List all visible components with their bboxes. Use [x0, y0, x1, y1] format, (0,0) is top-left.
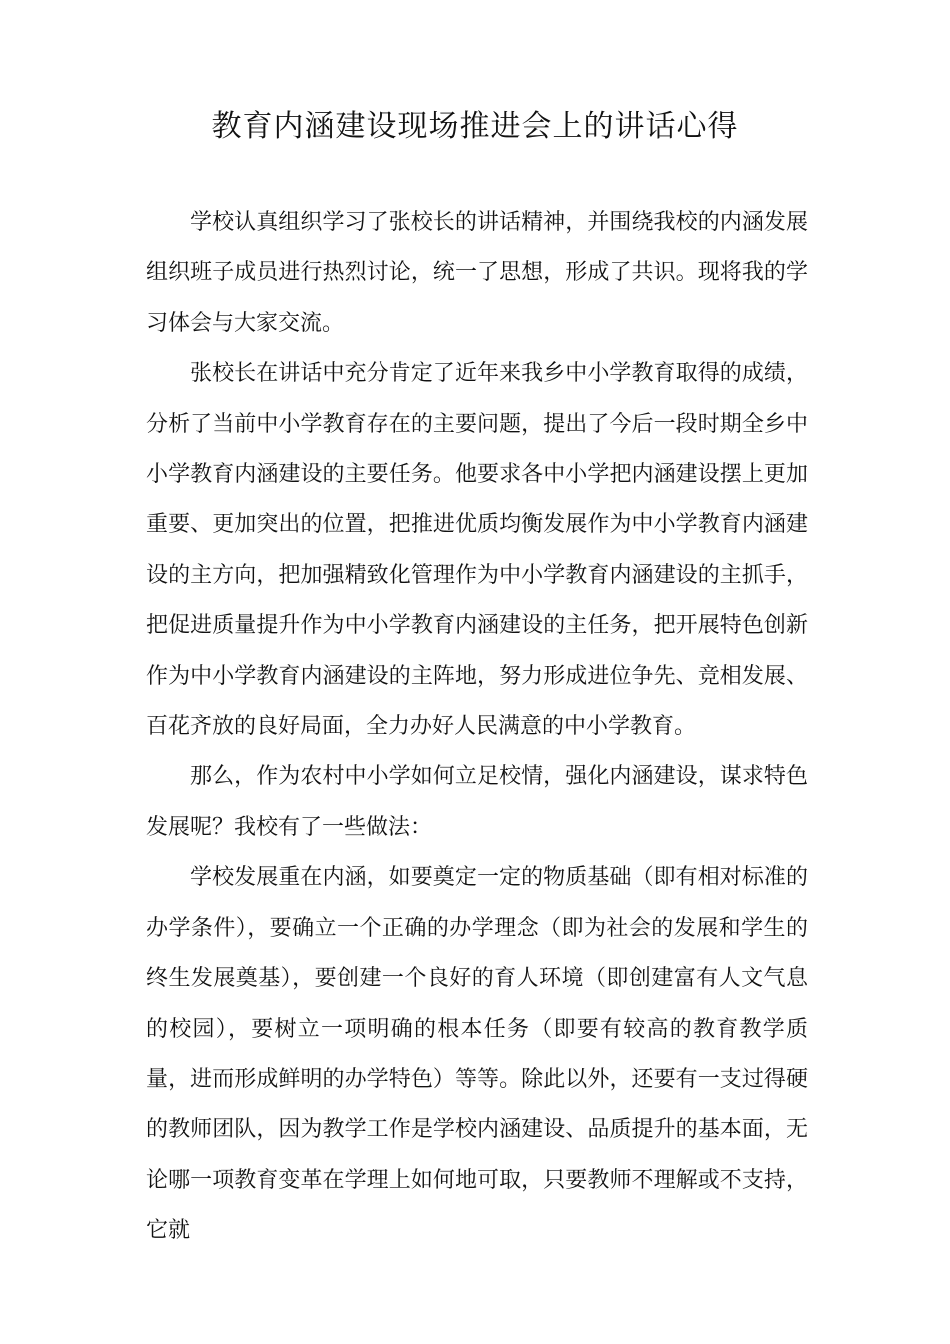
document-body [146, 198, 808, 1257]
paragraph-2: 张校长在讲话中充分肯定了近年来我乡中小学教育取得的成绩，分析了当前中小学教育存在的主要问题，提出了今后一段时期全乡中小学教育内涵建设的主要任务。他要求各中小学把内涵建设摆上更加重要、更加突出的位置，把推进优质均衡发展作为中小学教育内涵建设的主方向，把加强精致化管理作为中小学教育内涵建设的主抓手，把促进质量提升作为中小学教育内涵建设的主任务，把开展特色创新作为中小学教育内涵建设的主阵地，努力形成进位争先、竞相发展、百花齐放的良好局面，全力办好人民满意的中小学教育。 [146, 361, 808, 740]
paragraph-4: 学校发展重在内涵，如要奠定一定的物质基础（即有相对标准的办学条件），要确立一个正确的办学理念（即为社会的发展和学生的终生发展奠基），要创建一个良好的育人环境（即创建富有人文气息的校园），要树立一项明确的根本任务（即要有较高的教育教学质量，进而形成鲜明的办学特色）等等。除此以外，还要有一支过得硬的教师团队，因为教学工作是学校内涵建设、品质提升的基本面，无论哪一项教育变革在学理上如何地可取，只要教师不理解或不支持，它就 [146, 865, 808, 1244]
paragraph-1: 学校认真组织学习了张校长的讲话精神，并围绕我校的内涵发展组织班子成员进行热烈讨论，统一了思想，形成了共识。现将我的学习体会与大家交流。 [146, 210, 808, 336]
paragraph-3: 那么，作为农村中小学如何立足校情，强化内涵建设，谋求特色发展呢？我校有了一些做法： [146, 764, 808, 840]
document-title: 教育内涵建设现场推进会上的讲话心得 [211, 109, 739, 144]
